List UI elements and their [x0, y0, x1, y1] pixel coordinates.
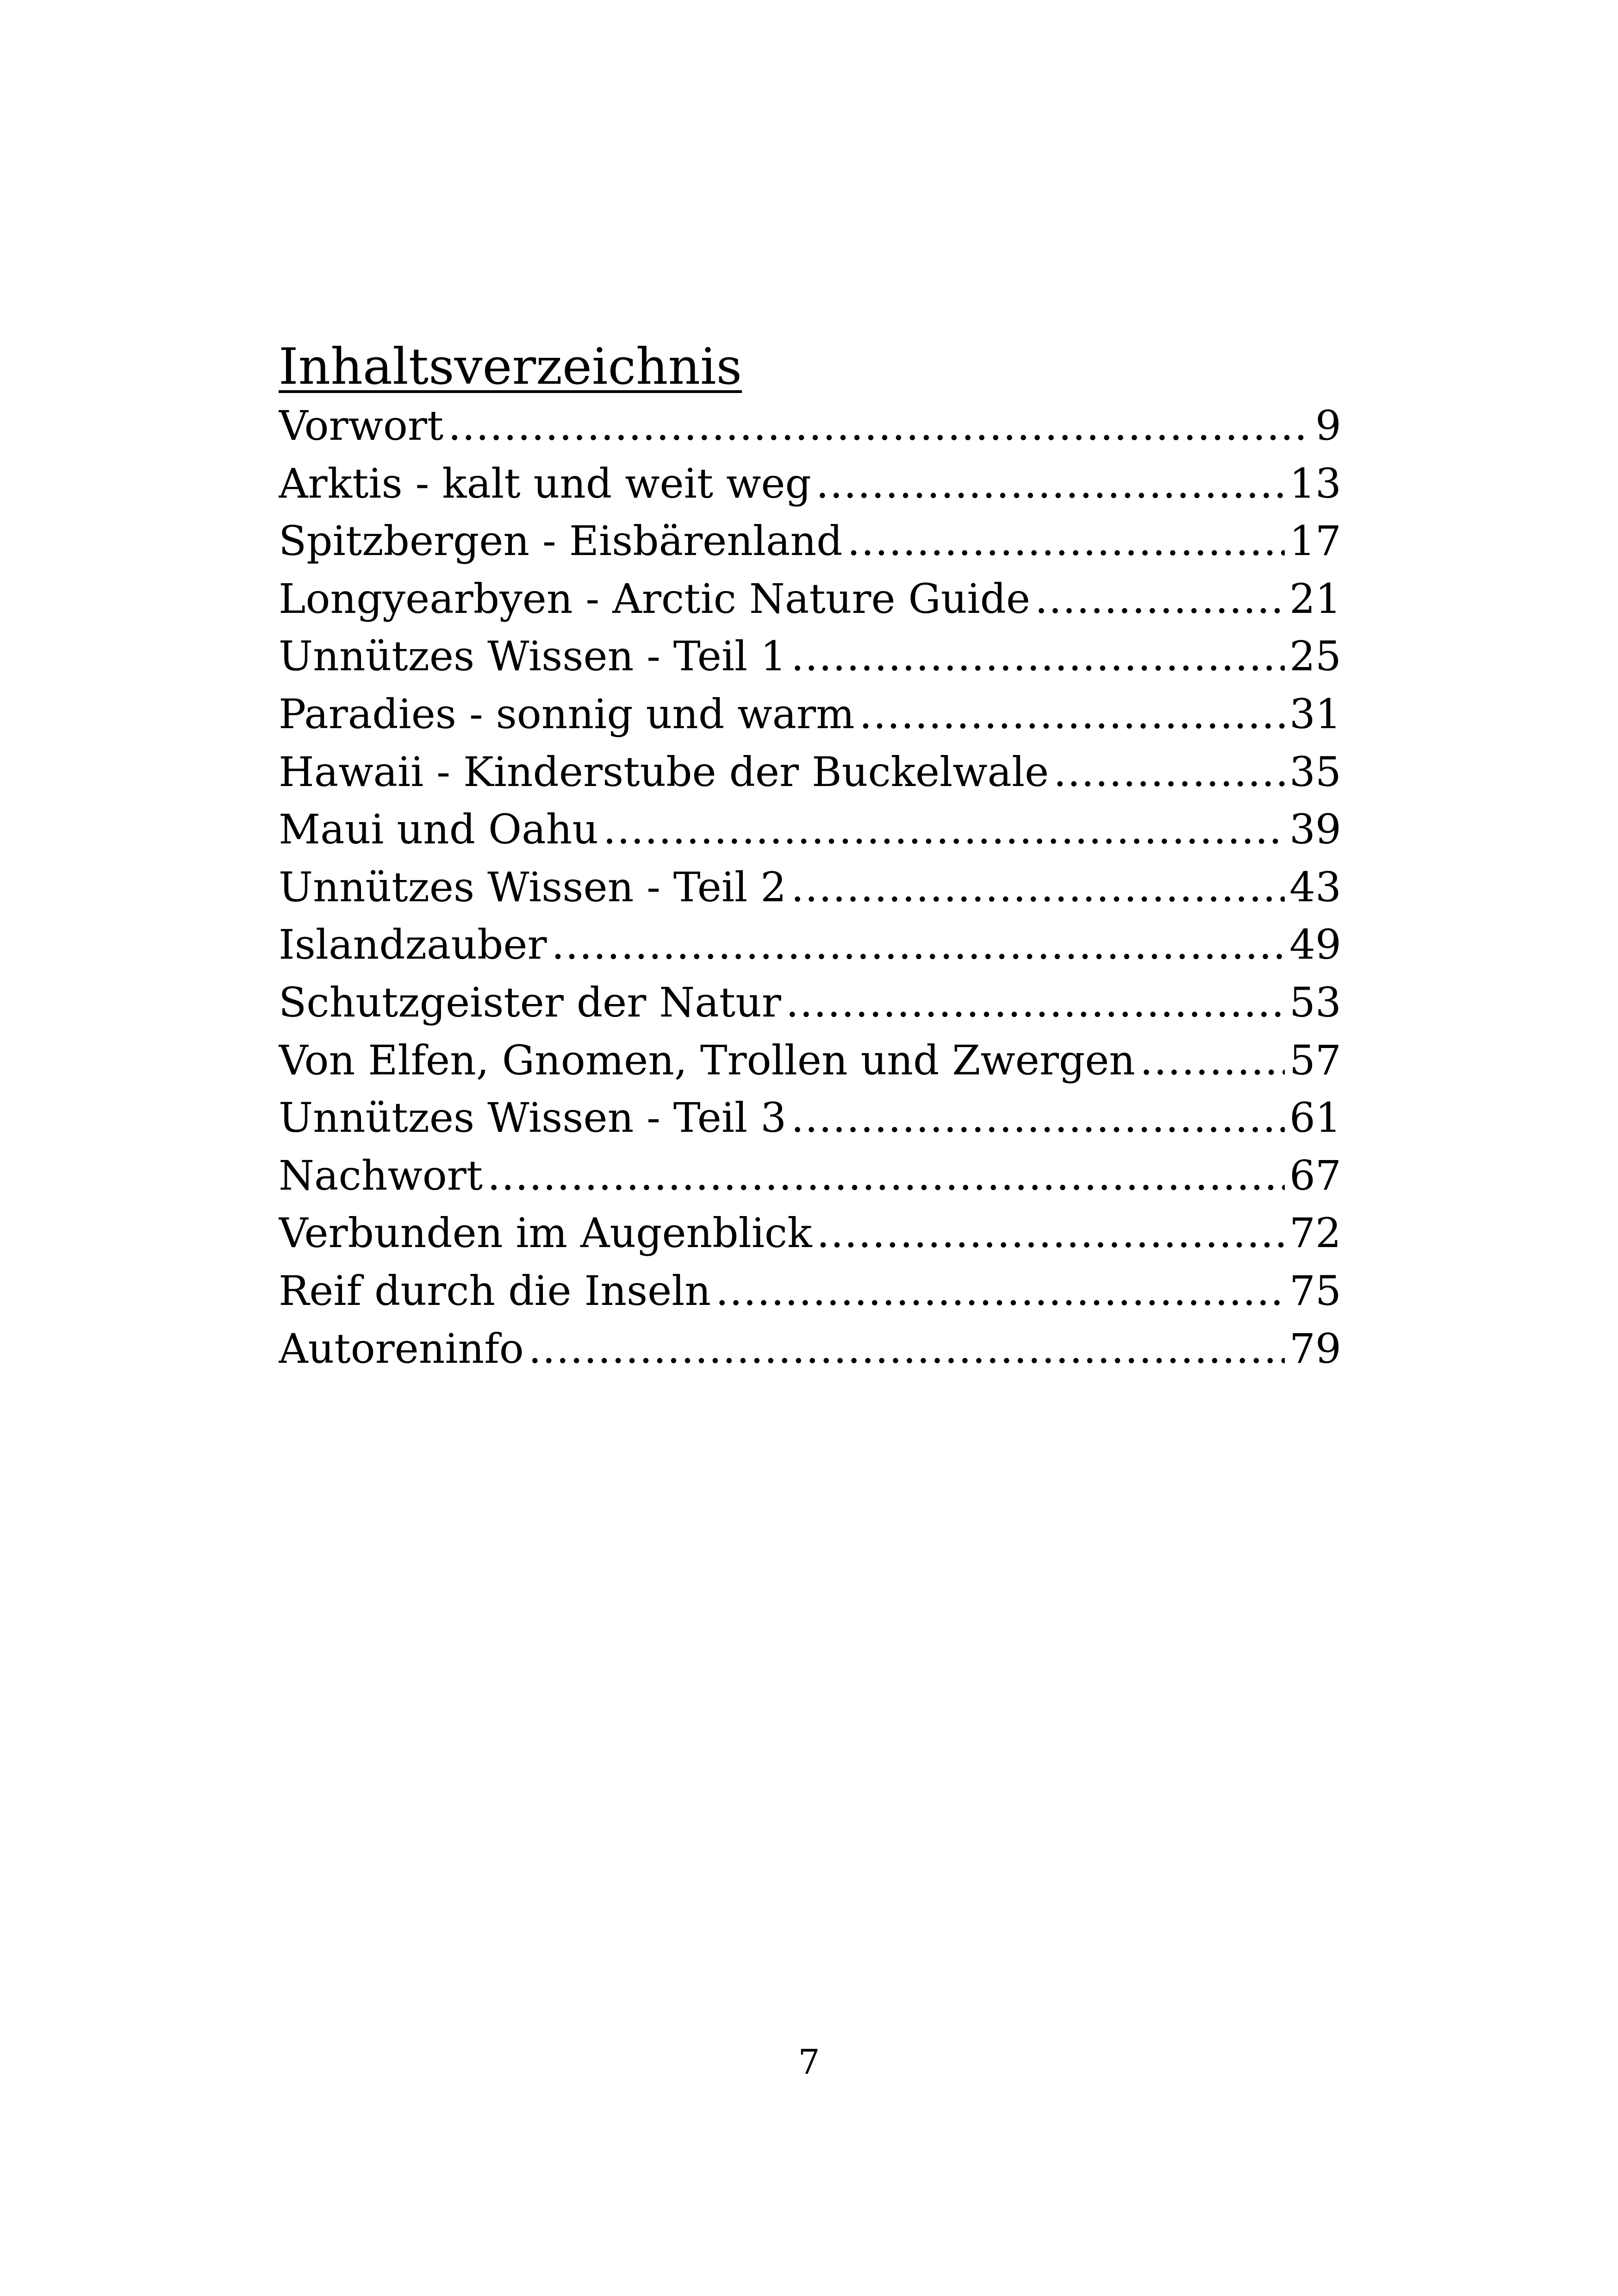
toc-entry[interactable]	[279, 570, 1341, 628]
toc-entry-title: Vorwort	[279, 402, 444, 449]
toc-entry-page: 17	[1289, 517, 1341, 565]
toc-entry-page: 25	[1289, 632, 1341, 680]
toc-entry-title: Paradies - sonnig und warm	[279, 690, 855, 738]
dot-leader	[791, 628, 1285, 686]
toc-entry[interactable]	[279, 397, 1341, 455]
toc-entry[interactable]	[279, 916, 1341, 974]
toc-entry[interactable]	[279, 743, 1341, 801]
toc-entry[interactable]	[279, 1204, 1341, 1262]
toc-entry-title: Nachwort	[279, 1151, 483, 1199]
dot-leader	[816, 1204, 1285, 1262]
dot-leader	[859, 686, 1285, 743]
dot-leader	[448, 397, 1311, 455]
toc-entry-page: 75	[1289, 1267, 1341, 1315]
dot-leader	[552, 916, 1285, 974]
dot-leader	[529, 1320, 1285, 1378]
toc-entry-page: 39	[1289, 805, 1341, 854]
toc-list	[279, 397, 1341, 1378]
toc-entry-title: Unnützes Wissen - Teil 1	[279, 632, 787, 680]
toc-entry-title: Autoreninfo	[279, 1324, 524, 1373]
toc-entry-page: 13	[1289, 459, 1341, 507]
dot-leader	[1035, 570, 1285, 628]
toc-entry[interactable]	[279, 974, 1341, 1032]
toc-entry-title: Unnützes Wissen - Teil 2	[279, 863, 787, 911]
dot-leader	[603, 801, 1285, 859]
toc-entry[interactable]	[279, 1032, 1341, 1090]
dot-leader	[487, 1147, 1285, 1205]
toc-entry-title: Maui und Oahu	[279, 805, 598, 854]
toc-entry-title: Unnützes Wissen - Teil 3	[279, 1094, 787, 1142]
toc-entry-title: Islandzauber	[279, 921, 547, 969]
dot-leader	[791, 1089, 1285, 1147]
toc-entry-title: Verbunden im Augenblick	[279, 1209, 812, 1257]
toc-entry-title: Schutzgeister der Natur	[279, 978, 781, 1026]
dot-leader	[847, 512, 1285, 570]
toc-entry-title: Hawaii - Kinderstube der Buckelwale	[279, 748, 1049, 796]
toc-entry[interactable]	[279, 1089, 1341, 1147]
toc-entry[interactable]	[279, 686, 1341, 743]
toc-entry-page: 57	[1289, 1036, 1341, 1084]
toc-entry-page: 21	[1289, 574, 1341, 623]
dot-leader	[791, 859, 1285, 917]
dot-leader	[786, 974, 1285, 1032]
toc-entry-page: 67	[1289, 1151, 1341, 1199]
toc-entry[interactable]	[279, 801, 1341, 859]
toc-entry-page: 31	[1289, 690, 1341, 738]
toc-entry[interactable]	[279, 628, 1341, 686]
toc-entry-page: 9	[1315, 402, 1341, 449]
dot-leader	[1053, 743, 1285, 801]
toc-entry-page: 72	[1289, 1209, 1341, 1257]
toc-entry[interactable]	[279, 1262, 1341, 1320]
toc-entry-title: Reif durch die Inseln	[279, 1267, 711, 1315]
toc-entry-title: Spitzbergen - Eisbärenland	[279, 517, 843, 565]
toc-entry[interactable]	[279, 1320, 1341, 1378]
toc-entry-title: Longyearbyen - Arctic Nature Guide	[279, 574, 1031, 623]
table-of-contents	[279, 337, 1341, 1378]
toc-entry-title: Von Elfen, Gnomen, Trollen und Zwergen	[279, 1036, 1135, 1084]
toc-entry-page: 53	[1289, 978, 1341, 1026]
toc-entry[interactable]	[279, 859, 1341, 917]
toc-entry-page: 35	[1289, 748, 1341, 796]
dot-leader	[1140, 1032, 1285, 1090]
toc-entry[interactable]	[279, 455, 1341, 513]
dot-leader	[716, 1262, 1285, 1320]
toc-entry[interactable]	[279, 1147, 1341, 1205]
toc-entry[interactable]	[279, 512, 1341, 570]
dot-leader	[816, 455, 1285, 513]
toc-entry-page: 43	[1289, 863, 1341, 911]
toc-heading: Inhaltsverzeichnis	[279, 338, 742, 396]
toc-entry-page: 61	[1289, 1094, 1341, 1142]
toc-entry-title: Arktis - kalt und weit weg	[279, 459, 811, 507]
toc-entry-page: 79	[1289, 1324, 1341, 1373]
toc-entry-page: 49	[1289, 921, 1341, 969]
page-number: 7	[798, 2042, 820, 2082]
